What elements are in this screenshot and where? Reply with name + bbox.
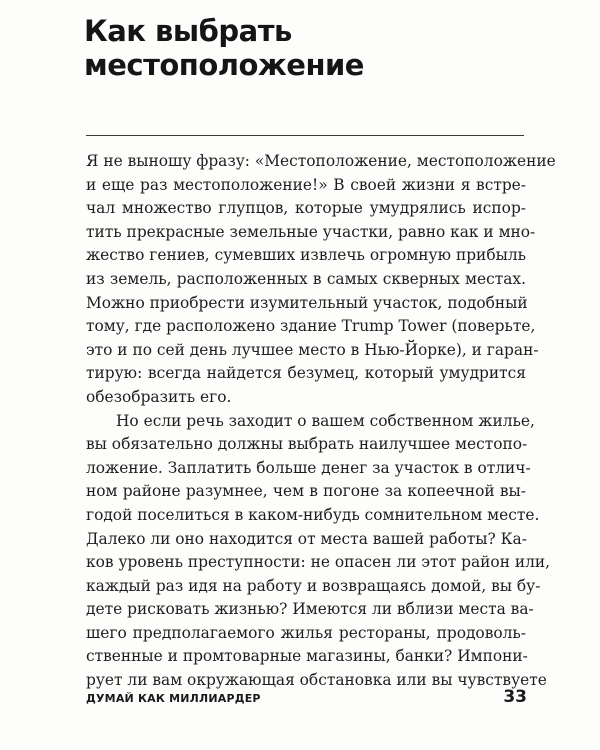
text-line: и еще раз местоположение!» В своей жизни я встре- xyxy=(86,175,526,194)
text-line: из земель, расположенных в самых скверных местах. xyxy=(86,269,526,288)
text-line: рует ли вам окружающая обстановка или вы чувствуете xyxy=(86,671,547,690)
page-number: 33 xyxy=(503,687,527,707)
text-line: жество гениев, сумевших извлечь огромную прибыль xyxy=(86,246,526,265)
text-line: каждый раз идя на работу и возвращаясь домой, вы бу- xyxy=(86,576,541,595)
text-line: ственные и промтоварные магазины, банки? Импони- xyxy=(86,647,528,666)
text-line: тому, где расположено здание Trump Tower (поверьте, xyxy=(86,317,536,336)
body-text xyxy=(86,150,556,693)
text-line: шего предполагаемого жилья рестораны, продоволь- xyxy=(86,623,526,642)
text-line: ном районе разумнее, чем в погоне за копеечной вы- xyxy=(86,482,526,501)
section-heading xyxy=(84,14,364,82)
text-line: обезобразить его. xyxy=(86,387,232,406)
text-line: это и по сей день лучшее место в Нью-Йорке), и гаран- xyxy=(86,340,539,359)
text-line: тирую: всегда найдется безумец, который умудрится xyxy=(86,364,526,383)
text-line: Можно приобрести изумительный участок, подобный xyxy=(86,293,528,312)
text-line: ков уровень преступности: не опасен ли этот район или, xyxy=(86,553,551,572)
text-line: дете рисковать жизнью? Имеются ли вблизи места ва- xyxy=(86,600,534,619)
text-line: чал множество глупцов, которые умудрялись испор- xyxy=(86,199,526,218)
text-line: Я не выношу фразу: «Местоположение, местоположение xyxy=(86,152,556,170)
text-line: Далеко ли оно находится от места вашей работы? Ка- xyxy=(86,529,527,548)
text-line: тить прекрасные земельные участки, равно как и мно- xyxy=(86,222,536,241)
text-line: Но если речь заходит о вашем собственном жилье, xyxy=(116,411,535,430)
divider-rule xyxy=(86,135,524,136)
text-line: ложение. Заплатить больше денег за участок в отлич- xyxy=(86,458,531,477)
text-line: вы обязательно должны выбрать наилучшее местопо- xyxy=(86,435,528,454)
heading-line-1: Как выбрать xyxy=(84,14,292,48)
heading-line-2: местоположение xyxy=(84,48,364,82)
text-line: годой поселиться в каком-нибудь сомнительном месте. xyxy=(86,505,540,524)
running-footer-title: ДУМАЙ КАК МИЛЛИАРДЕР xyxy=(86,692,261,705)
